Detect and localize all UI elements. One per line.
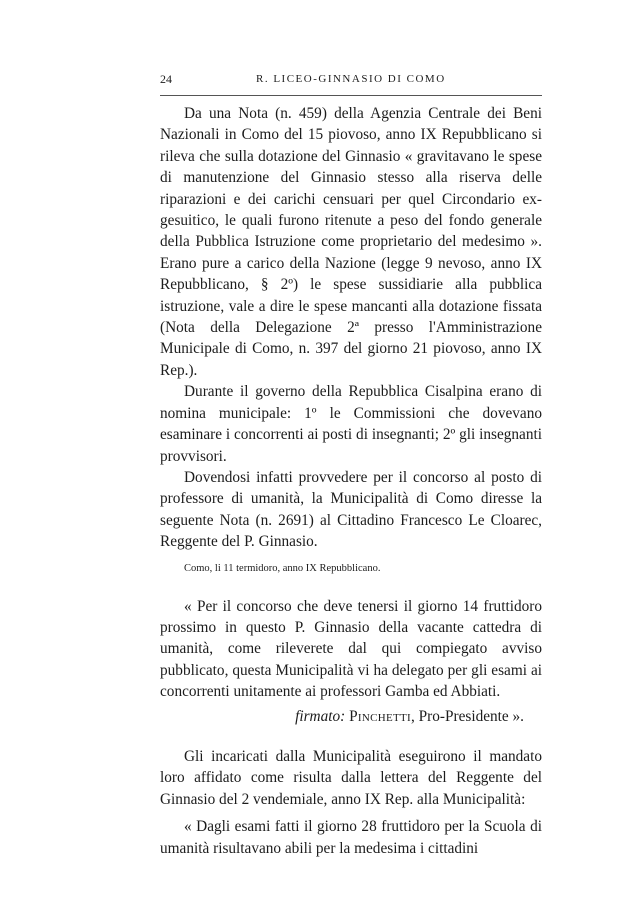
page-body bbox=[160, 103, 542, 859]
page-number: 24 bbox=[160, 72, 172, 86]
paragraph-concorso: Dovendosi infatti provvedere per il concorso al posto di professore di umanità, la Municipalità di Como diresse la seguente Nota (n. 2691) al Cittadino Francesco Le Cloarec, Reggente del P. Ginnasio. bbox=[160, 468, 542, 551]
header-rule bbox=[160, 95, 542, 96]
signature-title: , Pro-Presidente ». bbox=[410, 707, 524, 725]
signature bbox=[160, 706, 542, 727]
running-title: R. LICEO-GINNASIO DI COMO bbox=[256, 73, 446, 85]
quoted-esami: « Dagli esami fatti il giorno 28 fruttidoro per la Scuola di umanità risultavano abili per la medesima i cittadini bbox=[160, 818, 542, 857]
paragraph-incaricati: Gli incaricati dalla Municipalità eseguirono il mandato loro affidato come risulta dalla lettera del Reggente del Ginnasio del 2 vendemiale, anno IX Rep. alla Municipalità: bbox=[160, 747, 542, 808]
signature-firmato: firmato: bbox=[295, 707, 346, 725]
quoted-letter: « Per il concorso che deve tenersi il giorno 14 fruttidoro prossimo in questo P. Ginnasio della vacante cattedra di umanità, come rileverete dal qui compiegato avviso pubblicato, questa Municipalità vi ha delegato per gli esami ai concorrenti unitamente ai professori Gamba ed Abbiati. bbox=[160, 597, 542, 701]
paragraph-repubblica-cisalpina: Durante il governo della Repubblica Cisalpina erano di nomina municipale: 1º le Commissioni che dovevano esaminare i concorrenti ai posti di insegnanti; 2º gli insegnanti provvisori. bbox=[160, 383, 542, 465]
paragraph-nota-459: Da una Nota (n. 459) della Agenzia Centrale dei Beni Nazionali in Como del 15 piovoso, anno IX Repubblicano si rileva che sulla dotazione del Ginnasio « gravitavano le spese di manutenzione del Ginnasio stesso alla riserva delle riparazioni e dei carichi censuari per quel Circondario ex-gesuitico, le quali furono ritenute a peso del fondo generale della Pubblica Istruzione come proprietario del medesimo ». Erano pure a carico della Nazione (legge 9 nevoso, anno IX Repubblicano, § 2º) le spese sussidiarie alla pubblica istruzione, vale a dire le spese mancanti alla dotazione fissata (Nota della Delegazione 2ª presso l'Amministrazione Municipale di Como, n. 397 del giorno 21 piovoso, anno IX Rep.). bbox=[160, 105, 542, 379]
dateline: Como, li 11 termidoro, anno IX Repubblicano. bbox=[184, 562, 381, 574]
signature-name: Pinchetti bbox=[349, 707, 411, 725]
page-header bbox=[160, 72, 542, 94]
